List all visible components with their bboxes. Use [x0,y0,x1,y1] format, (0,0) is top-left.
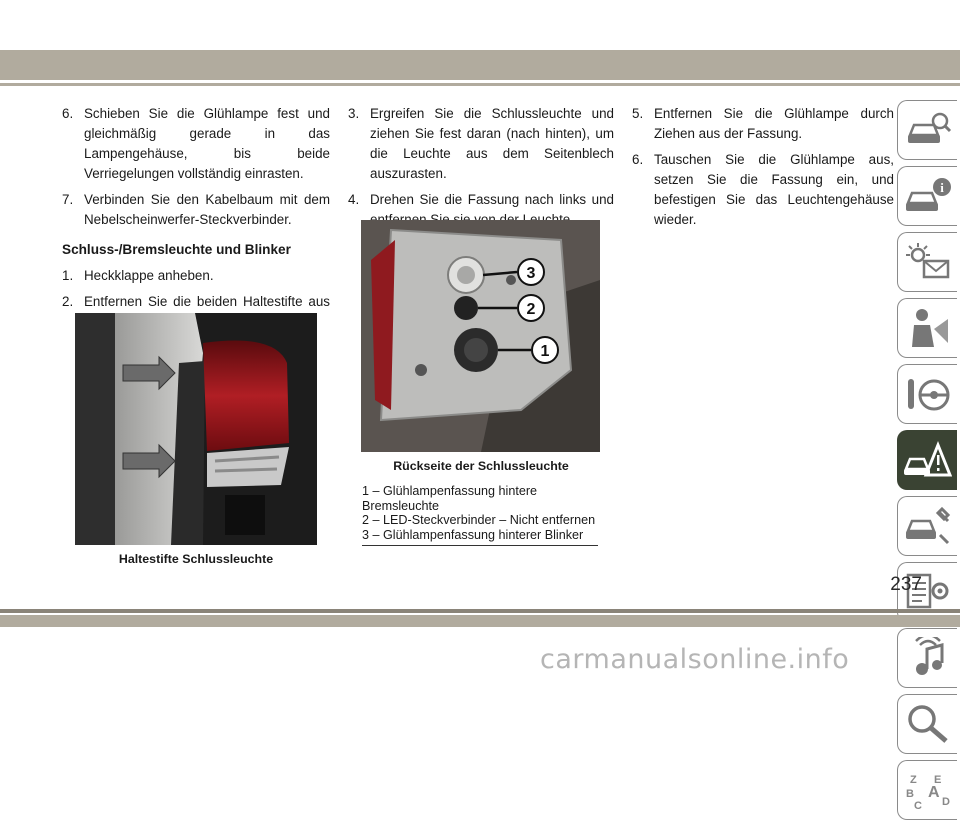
tab-index[interactable] [897,760,957,820]
step-number: 6. [632,152,644,167]
tail-lamp-pins-illustration [75,313,317,545]
car-search-icon [904,109,952,151]
magnifier-icon [904,703,952,745]
music-signal-icon [904,637,952,679]
page-number: 237 [890,574,922,595]
svg-text:1: 1 [540,343,550,360]
tab-safety[interactable] [897,298,957,358]
step-number: 2. [62,294,74,309]
legend-item: 1 – Glühlampenfassung hintere Bremsleuchte [362,484,538,513]
column-2 [348,104,614,236]
column-1 [62,104,330,338]
step-1 [62,266,330,286]
svg-text:Z: Z [910,774,917,786]
footer-rule [0,609,960,613]
step-3 [348,104,614,184]
legend-item: 3 – Glühlampenfassung hinterer Blinker [362,527,584,542]
callout-3 [518,259,544,285]
steering-wheel-key-icon [904,373,952,415]
step-text: Drehen Sie die Fassung nach links und [370,192,614,207]
footer-band [0,615,960,627]
warning-light-mail-icon [904,241,952,283]
tab-instrument-panel[interactable] [897,232,957,292]
car-info-icon [904,175,952,217]
step-text: Entfernen Sie die beiden Haltestifte aus [84,294,330,309]
callout-2 [518,295,544,321]
svg-text:2: 2 [526,301,536,318]
tab-multimedia[interactable] [897,628,957,688]
section-heading: Schluss-/Bremsleuchte und Blinker [62,242,291,257]
step-text: Entfernen Sie die Glühlampe durch Ziehen aus der Fassung. [654,106,894,141]
tail-lamp-back-illustration [361,220,600,452]
callout-1 [532,337,558,363]
header-rule [0,83,960,86]
step-6 [632,150,894,230]
step-number: 4. [348,192,360,207]
svg-text:E: E [934,774,942,786]
step-text: Tauschen Sie die Glühlampe aus, setzen Sie die Fassung ein, und befestigen Sie das Leuchtengehäuse wieder. [654,152,894,227]
svg-text:A: A [928,784,940,801]
tab-getting-to-know[interactable] [897,166,957,226]
chapter-tabs [897,100,960,826]
header-band [0,50,960,80]
step-5 [632,104,894,144]
step-number: 1. [62,268,74,283]
figure-2-legend [362,484,598,542]
step-text: Ergreifen Sie die Schlussleuchte und ziehen Sie fest daran (nach hinten), um die Leuchte aus dem Seitenblech auszurasten. [370,106,614,181]
svg-text:3: 3 [526,265,536,282]
tail-lamp-pins-photo [75,313,317,545]
step-text: Verbinden Sie den Kabelbaum mit dem Nebelscheinwerfer-Steckverbinder. [84,192,330,227]
step-text: Heckklappe anheben. [84,268,214,283]
step-number: 5. [632,106,644,121]
alphabet-index-icon [904,769,952,811]
svg-text:i: i [940,180,944,195]
tab-starting-operating[interactable] [897,364,957,424]
figure-1-caption: Haltestifte Schlussleuchte [118,552,274,566]
svg-text:B: B [906,788,914,800]
car-wrench-icon [904,505,952,547]
step-number: 7. [62,192,74,207]
watermark: carmanualsonline.info [540,644,850,675]
svg-text:D: D [942,796,950,808]
step-number: 3. [348,106,360,121]
tail-lamp-back-photo [361,220,600,452]
step-text: Schieben Sie die Glühlampe fest und gleichmäßig gerade in das Lampengehäuse, bis beide Verriegelungen vollständig einrasten. [84,106,330,181]
legend-divider [362,545,598,546]
step-6 [62,104,330,184]
step-number: 6. [62,106,74,121]
tab-vehicle-overview[interactable] [897,100,957,160]
legend-item: 2 – LED-Steckverbinder – Nicht entfernen [362,513,596,527]
car-warning-triangle-icon [904,439,952,481]
tab-in-case-of-emergency[interactable] [897,430,957,490]
svg-text:C: C [914,800,922,811]
tab-servicing-maintenance[interactable] [897,496,957,556]
tab-customer-assistance[interactable] [897,694,957,754]
seat-belt-person-icon [904,307,952,349]
step-7 [62,190,330,230]
figure-2-caption: Rückseite der Schlussleuchte [393,459,569,473]
column-3 [632,104,894,236]
